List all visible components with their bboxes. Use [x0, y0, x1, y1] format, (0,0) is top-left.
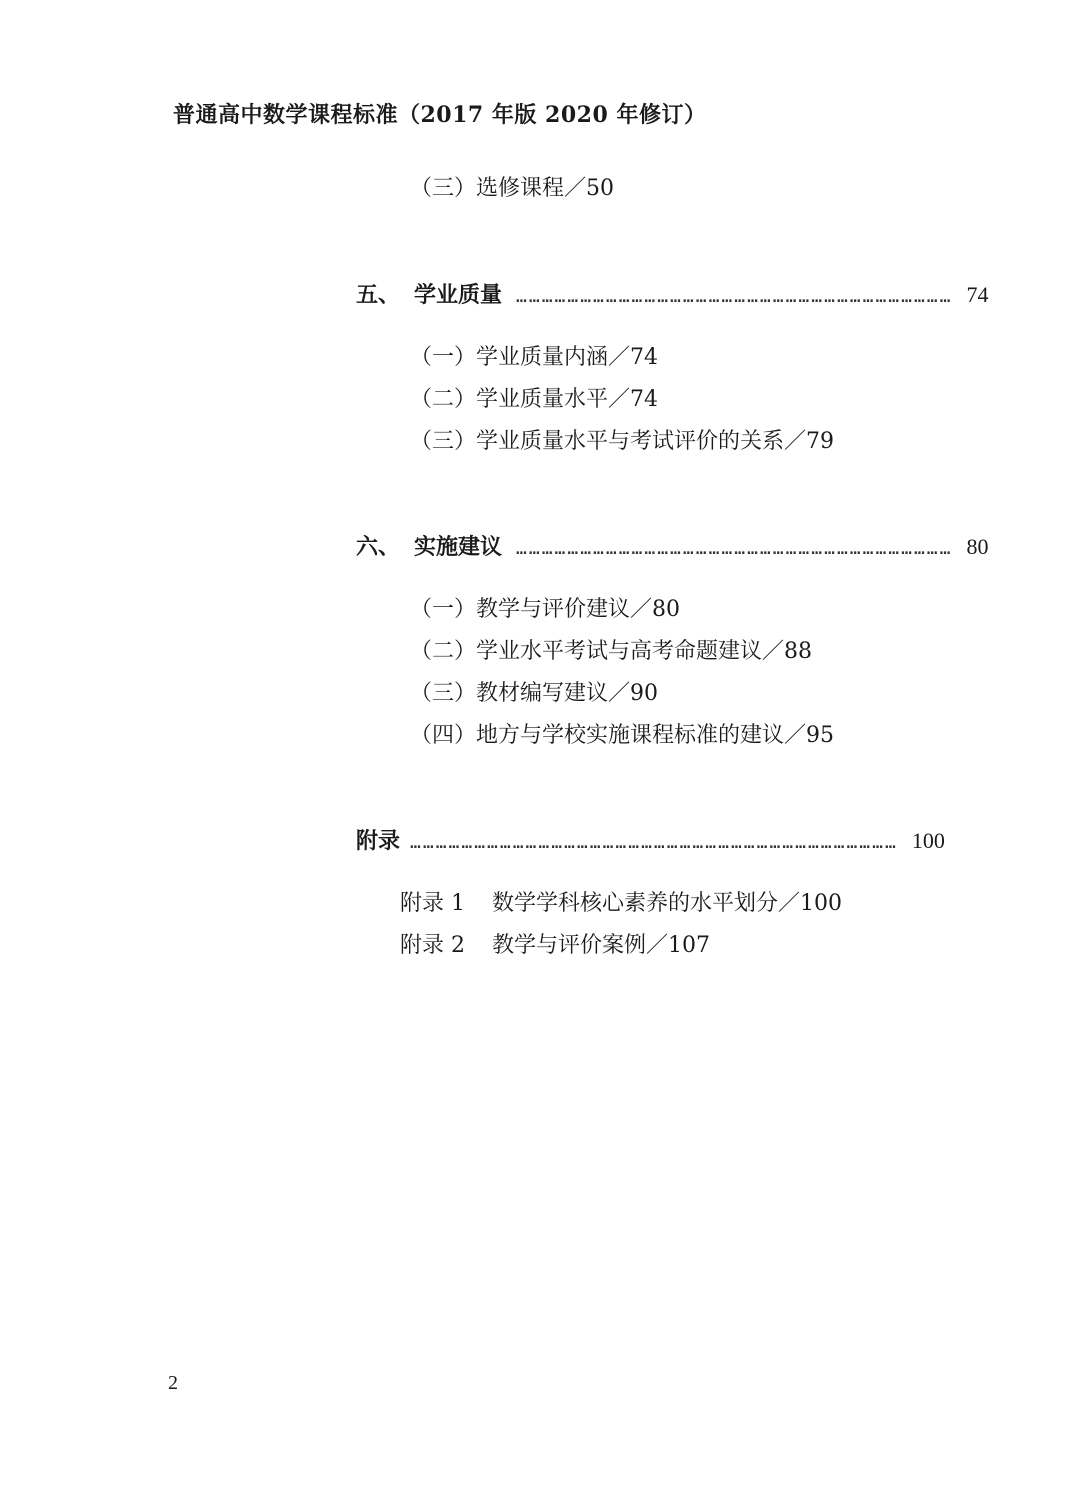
toc-subitem[interactable]: （一）教学与评价建议／80	[410, 597, 680, 622]
dot-leader: …………………………………………………………………………………………	[516, 286, 953, 307]
toc-subitem-electives[interactable]: （三）选修课程／50	[410, 176, 614, 201]
appendix-title: 数学学科核心素养的水平划分／100	[492, 891, 842, 916]
section-page-number: 80	[966, 534, 989, 559]
section-page-number: 74	[966, 282, 989, 307]
dot-leader: …………………………………………………………………………………………	[516, 538, 953, 559]
dot-leader: ……………………………………………………………………………………………………	[410, 832, 898, 853]
toc-subitem[interactable]: （二）学业水平考试与高考命题建议／88	[410, 639, 812, 664]
toc-subitem[interactable]: （三）学业质量水平与考试评价的关系／79	[410, 429, 834, 454]
toc-section-6[interactable]	[356, 534, 989, 560]
section-number: 六、	[356, 534, 401, 560]
page-number: 2	[168, 1372, 178, 1394]
running-header-title: 普通高中数学课程标准（2017 年版 2020 年修订）	[173, 102, 707, 128]
toc-subitem[interactable]: （四）地方与学校实施课程标准的建议／95	[410, 723, 834, 748]
toc-subitem[interactable]: （二）学业质量水平／74	[410, 387, 658, 412]
section-number: 五、	[356, 282, 401, 308]
appendix-label: 附录 1	[400, 891, 465, 916]
section-page-number: 100	[911, 828, 945, 853]
toc-subitem[interactable]: （一）学业质量内涵／74	[410, 345, 658, 370]
toc-appendix-item-2[interactable]	[400, 935, 710, 957]
appendix-title: 教学与评价案例／107	[492, 933, 710, 958]
appendix-label: 附录 2	[400, 933, 465, 958]
toc-appendix-item-1[interactable]	[400, 893, 842, 915]
toc-section-appendix[interactable]	[356, 828, 945, 854]
toc-section-5[interactable]	[356, 282, 989, 308]
section-title: 附录	[356, 828, 401, 854]
section-title: 实施建议	[414, 534, 503, 560]
section-title: 学业质量	[414, 282, 503, 308]
toc-subitem[interactable]: （三）教材编写建议／90	[410, 681, 658, 706]
